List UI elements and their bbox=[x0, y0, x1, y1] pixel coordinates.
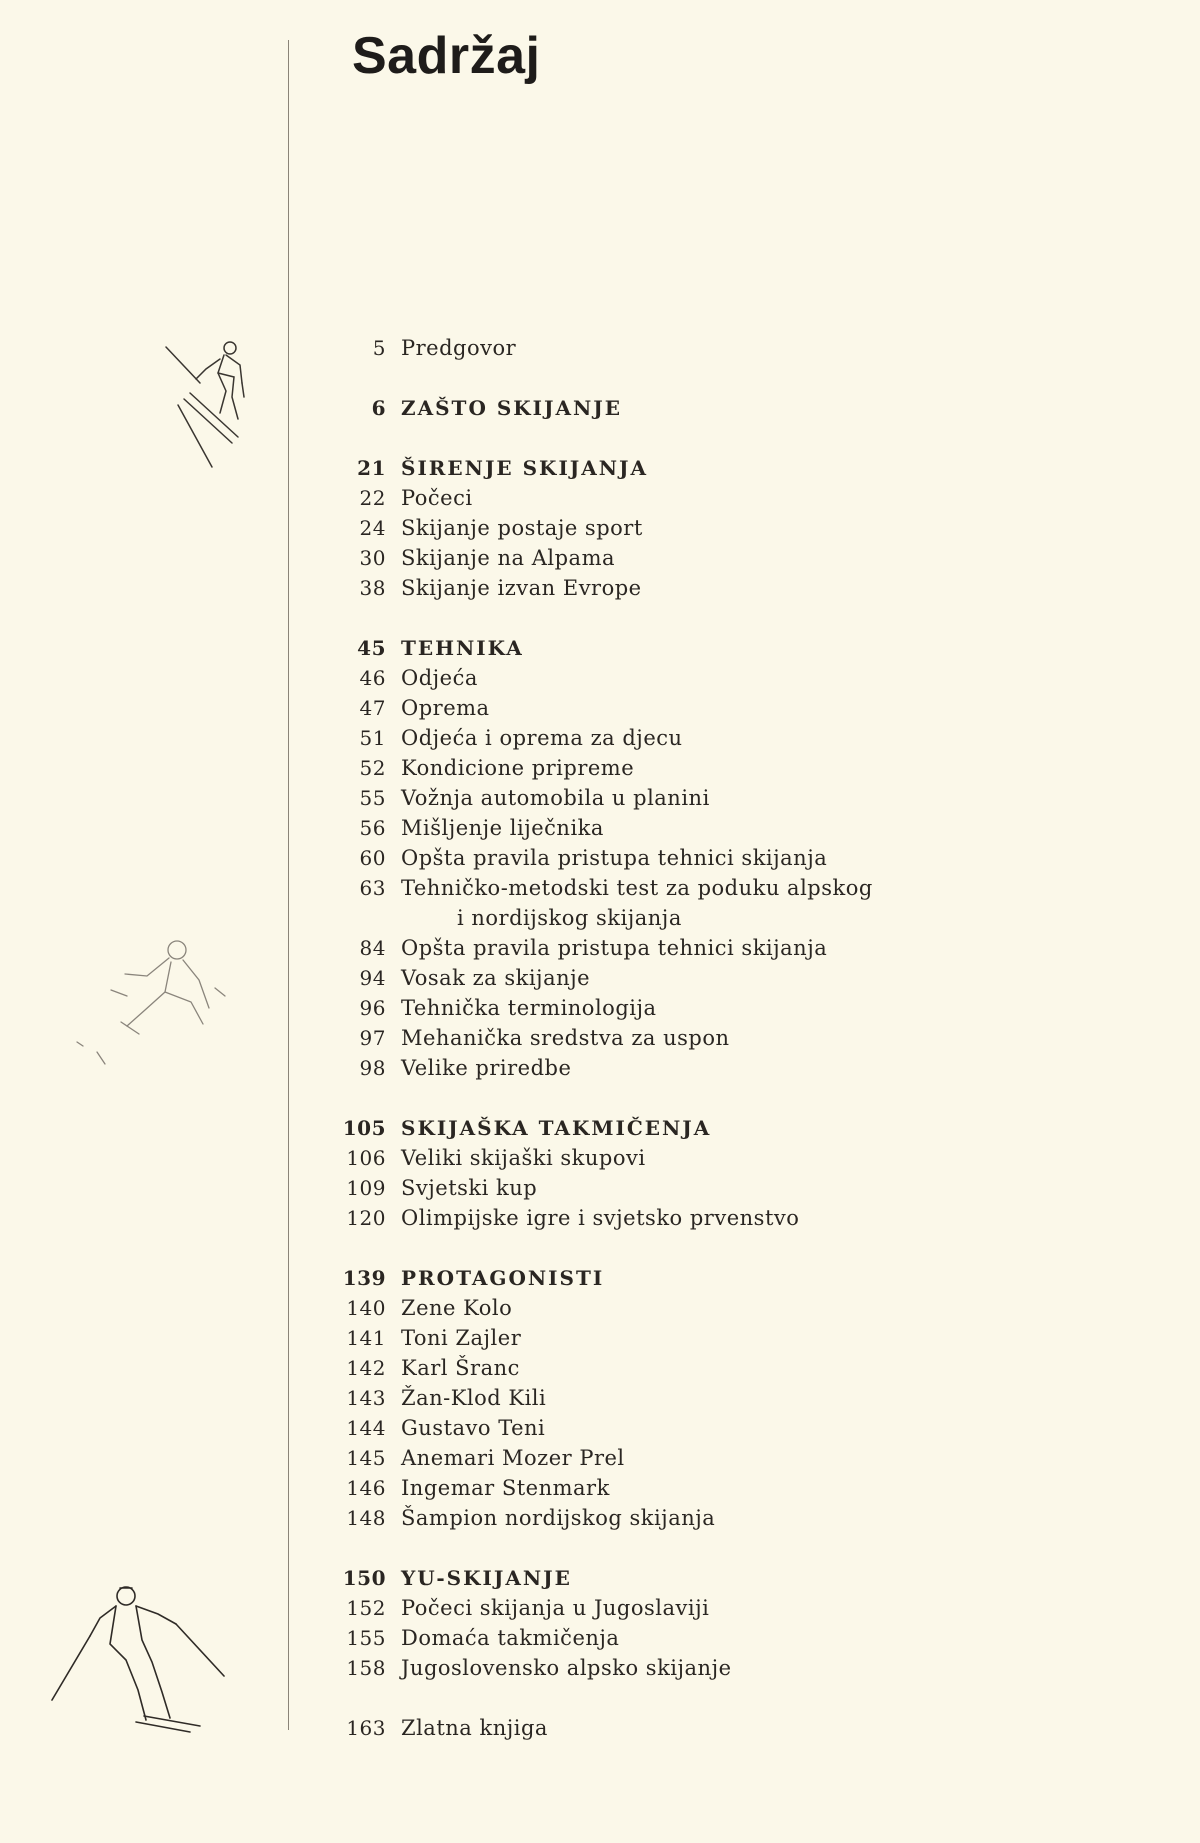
toc-entry-label: Počeci bbox=[401, 486, 473, 510]
toc-entry-label: Domaća takmičenja bbox=[401, 1626, 620, 1650]
toc-page-number: 5 bbox=[372, 336, 386, 360]
toc-entry-label: Žan-Klod Kili bbox=[401, 1386, 547, 1410]
toc-entry bbox=[330, 873, 1110, 903]
toc-entry bbox=[330, 723, 1110, 753]
toc-entry-label: PROTAGONISTI bbox=[401, 1266, 605, 1290]
toc-page-number: 51 bbox=[359, 726, 386, 750]
toc-page-number: 22 bbox=[359, 486, 386, 510]
toc-page-number: 158 bbox=[346, 1656, 386, 1680]
toc-entry bbox=[330, 693, 1110, 723]
toc-page-number: 140 bbox=[346, 1296, 386, 1320]
toc-page-number: 105 bbox=[342, 1116, 386, 1140]
toc-entry bbox=[330, 1653, 1110, 1683]
toc-section-heading bbox=[330, 1113, 1110, 1143]
toc-entry bbox=[330, 1503, 1110, 1533]
toc-entry-label: ŠIRENJE SKIJANJA bbox=[401, 456, 649, 480]
toc-entry-label: Veliki skijaški skupovi bbox=[401, 1146, 646, 1170]
toc-page-number: 6 bbox=[371, 396, 386, 420]
toc-entry-label: Skijanje na Alpama bbox=[401, 546, 615, 570]
toc-entry-label: Skijanje izvan Evrope bbox=[401, 576, 642, 600]
toc-page-number: 84 bbox=[359, 936, 386, 960]
toc-entry-label: Anemari Mozer Prel bbox=[401, 1446, 625, 1470]
toc-entry-label: Mišljenje liječnika bbox=[401, 816, 604, 840]
toc-page-number: 38 bbox=[359, 576, 386, 600]
toc-section-heading bbox=[330, 1563, 1110, 1593]
toc-entry-label: Počeci skijanja u Jugoslaviji bbox=[401, 1596, 710, 1620]
toc-entry-label: Gustavo Teni bbox=[401, 1416, 546, 1440]
toc-entry bbox=[330, 1383, 1110, 1413]
toc-entry-label: YU-SKIJANJE bbox=[401, 1566, 572, 1590]
toc-page-number: 45 bbox=[357, 636, 386, 660]
toc-entry-label: Zlatna knjiga bbox=[401, 1716, 548, 1740]
toc-entry-label: Opšta pravila pristupa tehnici skijanja bbox=[401, 936, 828, 960]
toc-entry bbox=[330, 543, 1110, 573]
toc-section-heading bbox=[330, 393, 1110, 423]
toc-entry-label: Predgovor bbox=[401, 336, 517, 360]
toc-page-number: 163 bbox=[346, 1716, 386, 1740]
toc-entry-label: Vožnja automobila u planini bbox=[401, 786, 710, 810]
toc-page-number: 146 bbox=[346, 1476, 386, 1500]
toc-entry-label: Šampion nordijskog skijanja bbox=[401, 1506, 716, 1530]
toc-entry bbox=[330, 1053, 1110, 1083]
toc-entry-label: ZAŠTO SKIJANJE bbox=[401, 396, 622, 420]
toc-entry-label: Vosak za skijanje bbox=[401, 966, 591, 990]
toc-page-number: 24 bbox=[359, 516, 386, 540]
toc-section-heading bbox=[330, 633, 1110, 663]
toc-entry-label: TEHNIKA bbox=[401, 636, 524, 660]
page-title: Sadržaj bbox=[352, 27, 541, 85]
toc-entry bbox=[330, 903, 1110, 933]
toc-page-number: 21 bbox=[357, 456, 386, 480]
toc-page-number: 56 bbox=[359, 816, 386, 840]
toc-page-number: 60 bbox=[359, 846, 386, 870]
toc-page-number: 120 bbox=[346, 1206, 386, 1230]
toc-page-number: 144 bbox=[346, 1416, 386, 1440]
toc-entry bbox=[330, 483, 1110, 513]
toc-entry-label: Velike priredbe bbox=[401, 1056, 572, 1080]
toc-entry bbox=[330, 783, 1110, 813]
toc-page-number: 150 bbox=[342, 1566, 386, 1590]
toc-entry bbox=[330, 1443, 1110, 1473]
toc-entry-label: Toni Zajler bbox=[401, 1326, 522, 1350]
toc-entry-label: Oprema bbox=[401, 696, 490, 720]
toc-page-number: 155 bbox=[346, 1626, 386, 1650]
toc-page-number: 106 bbox=[346, 1146, 386, 1170]
toc-entry bbox=[330, 1173, 1110, 1203]
toc-entry-label: Opšta pravila pristupa tehnici skijanja bbox=[401, 846, 828, 870]
toc-page-number: 98 bbox=[359, 1056, 386, 1080]
toc-entry bbox=[330, 1353, 1110, 1383]
toc-entry bbox=[330, 933, 1110, 963]
toc-section-heading bbox=[330, 453, 1110, 483]
skier-illustration-bottom bbox=[40, 1580, 240, 1740]
toc-page-number: 96 bbox=[359, 996, 386, 1020]
toc-entry-label: Skijanje postaje sport bbox=[401, 516, 643, 540]
toc-page-number: 145 bbox=[346, 1446, 386, 1470]
toc-entry bbox=[330, 573, 1110, 603]
toc-page-number: 142 bbox=[346, 1356, 386, 1380]
toc-entry bbox=[330, 963, 1110, 993]
toc-entry-label: SKIJAŠKA TAKMIČENJA bbox=[401, 1116, 712, 1140]
toc-page-number: 52 bbox=[359, 756, 386, 780]
toc-entry-label: Zene Kolo bbox=[401, 1296, 513, 1320]
toc-page-number: 152 bbox=[346, 1596, 386, 1620]
toc-entry bbox=[330, 1323, 1110, 1353]
toc-page-number: 63 bbox=[359, 876, 386, 900]
toc-page-number: 97 bbox=[359, 1026, 386, 1050]
skier-illustration-top bbox=[160, 335, 260, 475]
toc-entry-label: Tehnička terminologija bbox=[401, 996, 657, 1020]
toc-page-number: 109 bbox=[346, 1176, 386, 1200]
toc-entry-label: i nordijskog skijanja bbox=[457, 906, 682, 930]
toc-entry bbox=[330, 1593, 1110, 1623]
toc-entry-label: Odjeća bbox=[401, 666, 478, 690]
toc-entry-label: Svjetski kup bbox=[401, 1176, 538, 1200]
toc-entry bbox=[330, 1623, 1110, 1653]
toc-entry bbox=[330, 1713, 1110, 1743]
toc-page-number: 139 bbox=[342, 1266, 386, 1290]
vertical-divider-line bbox=[288, 40, 289, 1730]
toc-entry bbox=[330, 1143, 1110, 1173]
toc-entry-label: Tehničko-metodski test za poduku alpskog bbox=[401, 876, 873, 900]
toc-page-number: 148 bbox=[346, 1506, 386, 1530]
toc-entry bbox=[330, 333, 1110, 363]
toc-page-number: 94 bbox=[359, 966, 386, 990]
toc-entry bbox=[330, 813, 1110, 843]
toc-page-number: 143 bbox=[346, 1386, 386, 1410]
toc-page-number: 30 bbox=[359, 546, 386, 570]
toc-page-number: 46 bbox=[359, 666, 386, 690]
toc-entry-label: Odjeća i oprema za djecu bbox=[401, 726, 683, 750]
table-of-contents bbox=[330, 333, 1110, 1743]
skier-illustration-middle bbox=[75, 930, 255, 1070]
toc-entry bbox=[330, 753, 1110, 783]
toc-entry-label: Olimpijske igre i svjetsko prvenstvo bbox=[401, 1206, 800, 1230]
toc-entry-label: Jugoslovensko alpsko skijanje bbox=[401, 1656, 732, 1680]
toc-entry bbox=[330, 1023, 1110, 1053]
toc-entry-label: Karl Šranc bbox=[401, 1356, 520, 1380]
toc-entry bbox=[330, 663, 1110, 693]
toc-page-number: 141 bbox=[346, 1326, 386, 1350]
toc-entry bbox=[330, 843, 1110, 873]
toc-entry bbox=[330, 993, 1110, 1023]
toc-entry-label: Kondicione pripreme bbox=[401, 756, 635, 780]
toc-entry-label: Mehanička sredstva za uspon bbox=[401, 1026, 730, 1050]
toc-entry bbox=[330, 1413, 1110, 1443]
toc-entry bbox=[330, 513, 1110, 543]
toc-entry bbox=[330, 1203, 1110, 1233]
toc-entry-label: Ingemar Stenmark bbox=[401, 1476, 610, 1500]
toc-page-number: 47 bbox=[359, 696, 386, 720]
toc-page-number: 55 bbox=[359, 786, 386, 810]
toc-entry bbox=[330, 1293, 1110, 1323]
toc-section-heading bbox=[330, 1263, 1110, 1293]
toc-entry bbox=[330, 1473, 1110, 1503]
